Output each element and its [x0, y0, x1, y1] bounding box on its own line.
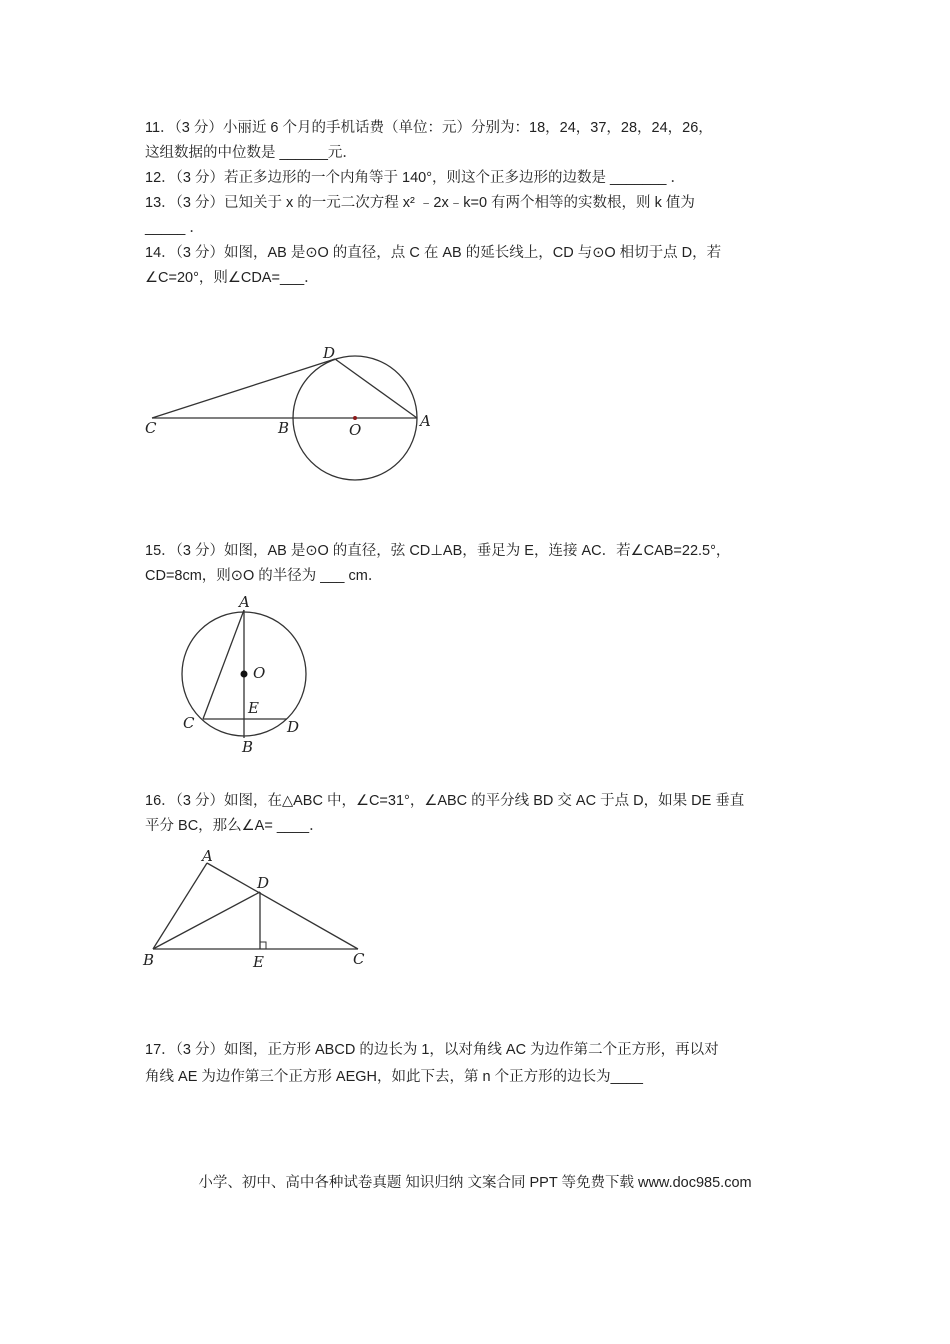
q15-label-d: D	[287, 718, 300, 736]
q16-label-b: B	[143, 951, 155, 969]
q11-line2: 这组数据的中位数是 ______元．	[145, 145, 357, 161]
q14-label-o: O	[349, 421, 362, 439]
q15-label-a: A	[239, 593, 250, 611]
q15-line1: 15．（3 分）如图，AB 是⊙O 的直径，弦 CD⊥AB，垂足为 E，连接 AC．若∠CAB=22.5°，	[145, 543, 731, 559]
q15-label-o: O	[253, 664, 266, 682]
q16-label-d: D	[257, 874, 270, 892]
q15-figure	[175, 592, 325, 757]
q14-center-dot	[353, 416, 357, 420]
q14-label-a: A	[420, 412, 431, 430]
footer-text: 小学、初中、高中各种试卷真题 知识归纳 文案合同 PPT 等免费下载 www.doc985.com	[198, 1175, 752, 1191]
q14-chord-da	[335, 359, 417, 418]
q16-side-ac	[207, 863, 358, 949]
q15-label-e: E	[248, 699, 259, 717]
q13-line1: 13．（3 分）已知关于 x 的一元二次方程 x² ﹣2x﹣k=0 有两个相等的实数根，则 k 值为	[145, 195, 695, 211]
q14-label-d: D	[323, 344, 336, 362]
q16-bisector-bd	[153, 892, 260, 949]
q14-line1: 14．（3 分）如图，AB 是⊙O 的直径，点 C 在 AB 的延长线上，CD 与⊙O 相切于点 D，若	[145, 245, 722, 261]
q14-label-b: B	[278, 419, 290, 437]
q14-line2: ∠C=20°，则∠CDA=___．	[145, 270, 319, 286]
q14-figure	[140, 338, 450, 488]
q16-label-c: C	[353, 950, 365, 968]
q16-label-e: E	[253, 953, 264, 970]
q16-line1: 16．（3 分）如图，在△ABC 中，∠C=31°，∠ABC 的平分线 BD 交 AC 于点 D，如果 DE 垂直	[145, 793, 745, 809]
q11-line1: 11．（3 分）小丽近 6 个月的手机话费（单位：元）分别为：18，24，37，28，24，26，	[145, 120, 713, 136]
q14-label-c: C	[145, 419, 157, 437]
q16-label-a: A	[202, 847, 213, 865]
q15-line2: CD=8cm，则⊙O 的半径为 ___ cm．	[145, 568, 383, 584]
q17-line2: 角线 AE 为边作第三个正方形 AEGH，如此下去，第 n 个正方形的边长为____	[145, 1069, 643, 1085]
q12-line1: 12．（3 分）若正多边形的一个内角等于 140°，则这个正多边形的边数是 _______ ．	[145, 170, 685, 186]
q15-label-b: B	[242, 738, 254, 756]
q16-side-ab	[153, 863, 207, 949]
q16-right-angle-mark	[260, 942, 266, 949]
q16-line2: 平分 BC，那么∠A= ____．	[145, 818, 324, 834]
q16-figure	[140, 845, 380, 970]
q15-segment-ac	[203, 610, 244, 719]
q15-center-dot	[241, 671, 248, 678]
q14-tangent-cd	[152, 359, 335, 418]
q15-label-c: C	[183, 714, 195, 732]
q17-line1: 17．（3 分）如图，正方形 ABCD 的边长为 1，以对角线 AC 为边作第二个正方形，再以对	[145, 1042, 719, 1058]
q13-line2: _____ ．	[145, 220, 204, 236]
